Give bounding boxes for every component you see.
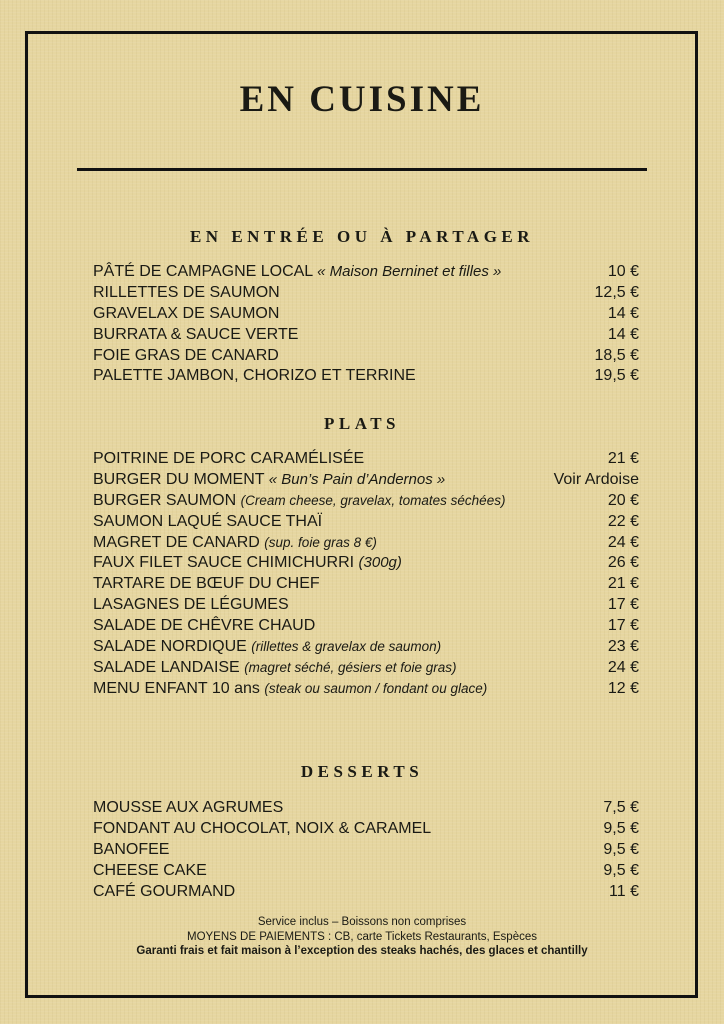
menu-item-note: (rillettes & gravelax de saumon) bbox=[251, 639, 442, 655]
menu-item-label bbox=[93, 658, 457, 679]
menu-item bbox=[93, 449, 639, 470]
menu-item-note: (Cream cheese, gravelax, tomates séchées) bbox=[240, 492, 506, 508]
menu-item-note: (steak ou saumon / fondant ou glace) bbox=[264, 680, 488, 696]
menu-item-price: 12 € bbox=[607, 679, 639, 697]
menu-item bbox=[93, 679, 639, 700]
menu-item-name: GRAVELAX DE SAUMON bbox=[93, 304, 280, 322]
menu-item-price: 11 € bbox=[609, 882, 639, 900]
menu-item-label bbox=[93, 262, 501, 283]
menu-item-price: 23 € bbox=[607, 638, 639, 656]
menu-item-label bbox=[93, 637, 441, 658]
menu-item-price: 17 € bbox=[607, 596, 639, 614]
menu-item-note: « Maison Berninet et filles » bbox=[317, 263, 502, 280]
menu-item-price: 7,5 € bbox=[603, 799, 639, 816]
menu-item-note: (sup. foie gras 8 €) bbox=[264, 534, 377, 550]
menu-item-label bbox=[93, 595, 289, 616]
title-divider bbox=[77, 168, 647, 171]
menu-item-label bbox=[93, 366, 416, 387]
footer-payment: MOYENS DE PAIEMENTS : CB, carte Tickets Restaurants, Espèces bbox=[186, 930, 537, 943]
footer-service: Service inclus – Boissons non comprises bbox=[257, 916, 467, 928]
menu-item-label bbox=[93, 574, 320, 595]
menu-item-name: PÂTÉ DE CAMPAGNE LOCAL bbox=[93, 263, 313, 280]
menu-item-name: SAUMON LAQUÉ SAUCE THAÏ bbox=[93, 512, 323, 530]
menu-item-label bbox=[93, 882, 235, 903]
menu-item-price: 9,5 € bbox=[603, 861, 639, 879]
menu-item-name: FONDANT AU CHOCOLAT, NOIX & CARAMEL bbox=[93, 819, 432, 837]
menu-item-label bbox=[93, 840, 169, 861]
menu-item-name: CAFÉ GOURMAND bbox=[93, 882, 236, 900]
menu-item-name: POITRINE DE PORC CARAMÉLISÉE bbox=[93, 450, 365, 467]
menu-item bbox=[93, 470, 639, 491]
menu-item-note: « Bun’s Pain d’Andernos » bbox=[268, 470, 446, 488]
menu-item-name: FOIE GRAS DE CANARD bbox=[93, 346, 279, 364]
menu-item-price: 18,5 € bbox=[594, 346, 639, 364]
menu-item-price: 24 € bbox=[607, 658, 639, 676]
entrees-list bbox=[93, 262, 639, 387]
menu-item-label bbox=[93, 553, 402, 574]
menu-item-price: 14 € bbox=[607, 325, 639, 343]
footer bbox=[0, 915, 724, 959]
menu-item-price: Voir Ardoise bbox=[553, 470, 639, 488]
section-heading-desserts: DESSERTS bbox=[300, 762, 424, 781]
menu-item bbox=[93, 491, 639, 512]
menu-item bbox=[93, 283, 639, 304]
menu-item-label bbox=[93, 449, 364, 470]
menu-item bbox=[93, 553, 639, 574]
menu-item bbox=[93, 304, 639, 325]
menu-item-price: 21 € bbox=[607, 575, 639, 593]
menu-item bbox=[93, 840, 639, 861]
menu-item bbox=[93, 616, 639, 637]
menu-item bbox=[93, 325, 639, 346]
menu-item-price: 19,5 € bbox=[594, 367, 639, 385]
menu-item-name: BURRATA & SAUCE VERTE bbox=[93, 325, 299, 343]
menu-item bbox=[93, 533, 639, 554]
menu-item bbox=[93, 882, 639, 903]
menu-item-name: PALETTE JAMBON, CHORIZO ET TERRINE bbox=[93, 367, 416, 385]
menu-item-price: 12,5 € bbox=[594, 283, 639, 301]
menu-item bbox=[93, 574, 639, 595]
menu-item-name: MENU ENFANT 10 ans bbox=[93, 679, 260, 697]
menu-item-name: SALADE LANDAISE bbox=[93, 658, 240, 676]
menu-item-price: 9,5 € bbox=[603, 840, 639, 858]
menu-item-name: MAGRET DE CANARD bbox=[93, 533, 260, 551]
footer-homemade: Garanti frais et fait maison à l’exception des steaks hachés, des glaces et chantilly bbox=[136, 945, 588, 957]
menu-item-note: (magret séché, gésiers et foie gras) bbox=[244, 659, 457, 675]
menu-item-label bbox=[93, 679, 487, 700]
section-heading-entrees: EN ENTRÉE OU À PARTAGER bbox=[189, 227, 535, 246]
menu-item-label bbox=[93, 512, 322, 533]
menu-item-name: SALADE NORDIQUE bbox=[93, 638, 247, 656]
menu-item-label bbox=[93, 470, 445, 491]
menu-item-price: 22 € bbox=[607, 512, 639, 530]
menu-item-price: 20 € bbox=[607, 491, 639, 509]
menu-item bbox=[93, 595, 639, 616]
section-heading-plats: PLATS bbox=[323, 414, 401, 433]
menu-item-label bbox=[93, 283, 280, 304]
menu-item-label bbox=[93, 325, 298, 346]
menu-item-price: 17 € bbox=[607, 617, 639, 635]
menu-item-label bbox=[93, 491, 505, 512]
desserts-list bbox=[93, 798, 639, 902]
menu-item bbox=[93, 262, 639, 283]
menu-item-name: MOUSSE AUX AGRUMES bbox=[93, 799, 284, 816]
menu-item-name: CHEESE CAKE bbox=[93, 861, 207, 879]
menu-item-label bbox=[93, 861, 207, 882]
menu-item-label bbox=[93, 304, 279, 325]
plats-list bbox=[93, 449, 639, 700]
menu-item bbox=[93, 798, 639, 819]
menu-item-price: 21 € bbox=[607, 450, 639, 467]
menu-item-price: 9,5 € bbox=[603, 819, 639, 837]
menu-item-name: SALADE DE CHÊVRE CHAUD bbox=[93, 617, 316, 635]
menu-item bbox=[93, 366, 639, 387]
menu-item-price: 24 € bbox=[607, 533, 639, 551]
menu-item bbox=[93, 512, 639, 533]
menu-item-name: RILLETTES DE SAUMON bbox=[93, 283, 280, 301]
menu-item-note: (300g) bbox=[358, 554, 402, 572]
menu-item bbox=[93, 346, 639, 367]
menu-item-label bbox=[93, 533, 377, 554]
menu-title: EN CUISINE bbox=[239, 79, 485, 120]
menu-item-label bbox=[93, 616, 315, 637]
menu-item-price: 26 € bbox=[607, 554, 639, 572]
menu-item bbox=[93, 819, 639, 840]
menu-item-price: 14 € bbox=[607, 304, 639, 322]
menu-item-name: FAUX FILET SAUCE CHIMICHURRI bbox=[93, 554, 355, 572]
menu-item bbox=[93, 658, 639, 679]
menu-item-name: LASAGNES DE LÉGUMES bbox=[93, 596, 289, 614]
menu-item-name: BURGER SAUMON bbox=[93, 491, 237, 509]
menu-item-label bbox=[93, 346, 279, 367]
menu-item-name: BANOFEE bbox=[93, 840, 170, 858]
menu-item-price: 10 € bbox=[607, 263, 639, 280]
menu-item-label bbox=[93, 798, 283, 819]
menu-item-name: BURGER DU MOMENT bbox=[93, 470, 265, 488]
menu-item-name: TARTARE DE BŒUF DU CHEF bbox=[93, 575, 320, 593]
menu-item-label bbox=[93, 819, 431, 840]
menu-item bbox=[93, 861, 639, 882]
menu-item bbox=[93, 637, 639, 658]
